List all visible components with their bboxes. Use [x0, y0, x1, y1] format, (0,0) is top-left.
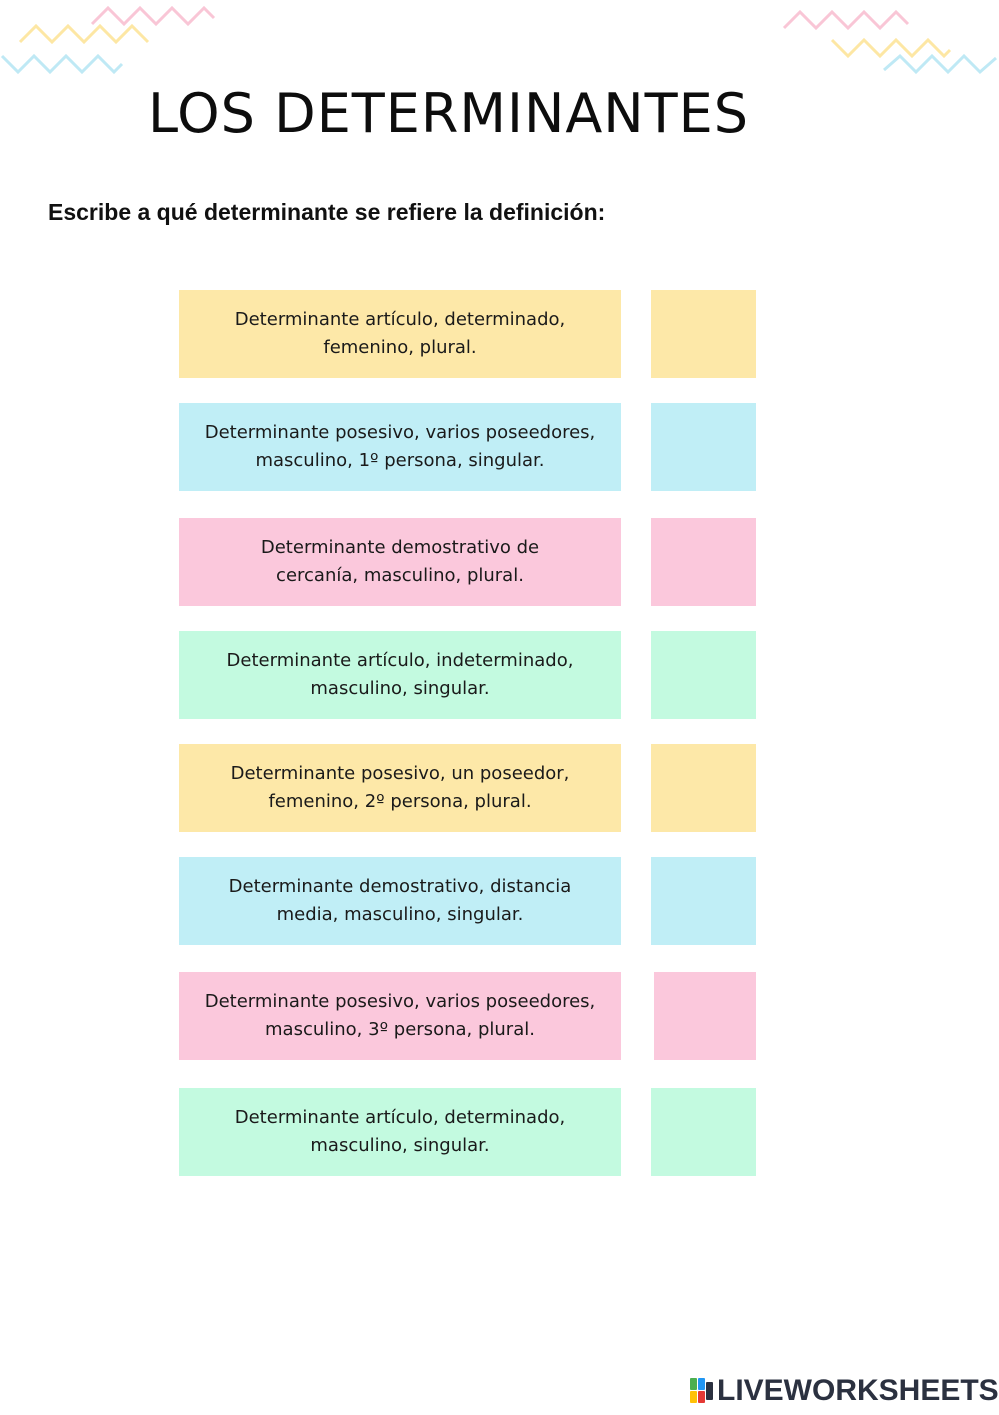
definition-line: Determinante posesivo, varios poseedores, — [204, 991, 596, 1012]
definition-line: masculino, 3º persona, plural. — [265, 1019, 535, 1040]
definition-box — [179, 744, 621, 832]
definition-box — [179, 403, 621, 491]
page-title: LOS DETERMINANTES — [148, 82, 750, 145]
definition-row — [179, 403, 757, 491]
instruction-text: Escribe a qué determinante se refiere la definición: — [48, 199, 606, 225]
answer-input[interactable] — [651, 290, 756, 378]
liveworksheets-logo-icon — [690, 1378, 714, 1404]
definition-box — [179, 1088, 621, 1176]
definition-line: media, masculino, singular. — [276, 904, 524, 925]
definition-line: Determinante posesivo, varios poseedores, — [204, 422, 596, 443]
definition-box — [179, 857, 621, 945]
definition-row — [179, 972, 757, 1060]
definition-line: Determinante artículo, determinado, — [234, 1107, 566, 1128]
answer-input[interactable] — [651, 857, 756, 945]
definition-box — [179, 972, 621, 1060]
definition-box — [179, 290, 621, 378]
answer-input[interactable] — [651, 1088, 756, 1176]
definition-row — [179, 518, 757, 606]
definition-line: masculino, 1º persona, singular. — [255, 450, 545, 471]
definition-line: masculino, singular. — [310, 1135, 490, 1156]
definition-line: masculino, singular. — [310, 678, 490, 699]
definition-line: Determinante posesivo, un poseedor, — [230, 763, 570, 784]
zigzag-decoration-right-icon — [780, 0, 999, 90]
answer-input[interactable] — [651, 403, 756, 491]
definition-line: Determinante artículo, indeterminado, — [226, 650, 574, 671]
definition-row — [179, 1088, 757, 1176]
answer-input[interactable] — [654, 972, 756, 1060]
definition-line: femenino, 2º persona, plural. — [268, 791, 532, 812]
definition-line: Determinante artículo, determinado, — [234, 309, 566, 330]
answer-input[interactable] — [651, 744, 756, 832]
definition-box — [179, 518, 621, 606]
zigzag-decoration-left-icon — [0, 0, 230, 80]
brand-text: LIVEWORKSHEETS — [717, 1374, 999, 1407]
definition-line: Determinante demostrativo de — [260, 537, 540, 558]
definition-line: Determinante demostrativo, distancia — [228, 876, 572, 897]
definition-box — [179, 631, 621, 719]
definition-row — [179, 857, 757, 945]
definition-line: femenino, plural. — [323, 337, 477, 358]
answer-input[interactable] — [651, 518, 756, 606]
definition-line: cercanía, masculino, plural. — [276, 565, 524, 586]
definition-row — [179, 744, 757, 832]
definition-row — [179, 631, 757, 719]
answer-input[interactable] — [651, 631, 756, 719]
liveworksheets-brand — [690, 1374, 999, 1408]
definition-row — [179, 290, 757, 378]
